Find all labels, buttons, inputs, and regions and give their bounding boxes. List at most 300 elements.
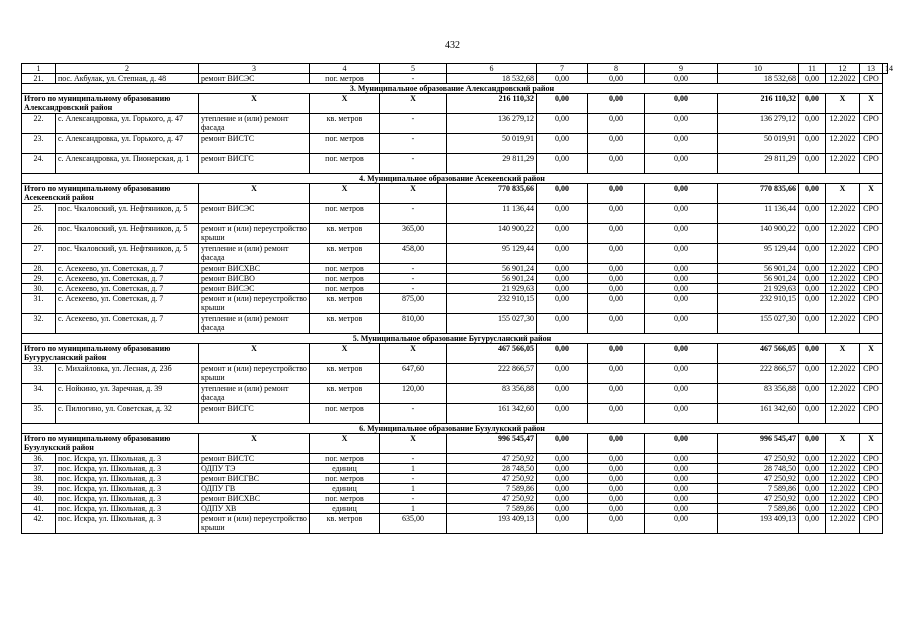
table-cell: 0,00 bbox=[588, 244, 645, 264]
table-cell: 0,00 bbox=[588, 114, 645, 134]
subtotal-cell: X bbox=[310, 184, 380, 204]
table-cell: ремонт ВИСТС bbox=[199, 454, 310, 464]
table-cell: пос. Искра, ул. Школьная, д. 3 bbox=[56, 504, 199, 514]
table-cell: 12.2022 bbox=[826, 404, 860, 424]
table-cell: ОДПУ ХВ bbox=[199, 504, 310, 514]
table-cell: 0,00 bbox=[645, 454, 718, 464]
table-cell: 35. bbox=[22, 404, 56, 424]
table-cell: 47 250,92 bbox=[718, 474, 799, 484]
section-title: 5. Муниципальное образование Бугурусланский район bbox=[22, 334, 883, 344]
table-cell: 12.2022 bbox=[826, 464, 860, 474]
table-cell: 12.2022 bbox=[826, 504, 860, 514]
table-cell: пог. метров bbox=[310, 204, 380, 224]
table-cell: 0,00 bbox=[588, 514, 645, 534]
table-cell: 0,00 bbox=[645, 474, 718, 484]
table-cell: СРО bbox=[860, 204, 883, 224]
table-cell: 0,00 bbox=[588, 74, 645, 84]
table-cell: утепление и (или) ремонт фасада bbox=[199, 244, 310, 264]
subtotal-cell: 0,00 bbox=[645, 434, 718, 454]
table-cell: 232 910,15 bbox=[447, 294, 537, 314]
table-cell: кв. метров bbox=[310, 364, 380, 384]
table-cell: 12.2022 bbox=[826, 204, 860, 224]
table-cell: утепление и (или) ремонт фасада bbox=[199, 384, 310, 404]
header-col-5: 5 bbox=[380, 64, 447, 74]
table-row bbox=[22, 264, 888, 274]
table-cell: 29 811,29 bbox=[718, 154, 799, 174]
table-cell: 95 129,44 bbox=[718, 244, 799, 264]
subtotal-cell: 0,00 bbox=[799, 94, 826, 114]
table-cell: - bbox=[380, 204, 447, 224]
table-cell: СРО bbox=[860, 154, 883, 174]
table-cell: 0,00 bbox=[537, 134, 588, 154]
header-col-2: 2 bbox=[56, 64, 199, 74]
table-cell: СРО bbox=[860, 404, 883, 424]
subtotal-cell: 0,00 bbox=[537, 94, 588, 114]
table-cell: с. Асекеево, ул. Советская, д. 7 bbox=[56, 284, 199, 294]
subtotal-cell: X bbox=[826, 94, 860, 114]
subtotal-cell: 0,00 bbox=[537, 344, 588, 364]
table-cell: единиц bbox=[310, 464, 380, 474]
table-cell: 0,00 bbox=[799, 74, 826, 84]
table-cell: 1 bbox=[380, 464, 447, 474]
table-cell: 0,00 bbox=[799, 464, 826, 474]
header-col-7: 7 bbox=[537, 64, 588, 74]
section-heading-row bbox=[22, 334, 888, 344]
table-row bbox=[22, 284, 888, 294]
subtotal-row bbox=[22, 434, 888, 454]
subtotal-cell: 0,00 bbox=[588, 434, 645, 454]
table-cell: 12.2022 bbox=[826, 244, 860, 264]
table-cell: 0,00 bbox=[799, 134, 826, 154]
table-cell: 11 136,44 bbox=[718, 204, 799, 224]
table-cell: кв. метров bbox=[310, 314, 380, 334]
subtotal-cell: 216 110,32 bbox=[718, 94, 799, 114]
subtotal-cell: 770 835,66 bbox=[718, 184, 799, 204]
header-col-1: 1 bbox=[22, 64, 56, 74]
table-cell: 33. bbox=[22, 364, 56, 384]
table-cell: пог. метров bbox=[310, 274, 380, 284]
table-cell: пос. Искра, ул. Школьная, д. 3 bbox=[56, 494, 199, 504]
table-cell: 12.2022 bbox=[826, 284, 860, 294]
table-cell: 32. bbox=[22, 314, 56, 334]
table-cell: 27. bbox=[22, 244, 56, 264]
table-cell: с. Асекеево, ул. Советская, д. 7 bbox=[56, 314, 199, 334]
table-row bbox=[22, 274, 888, 284]
header-col-6: 6 bbox=[447, 64, 537, 74]
table-cell: СРО bbox=[860, 514, 883, 534]
table-cell: ремонт ВИСЭС bbox=[199, 284, 310, 294]
header-col-13: 13 bbox=[860, 64, 883, 74]
section-title: 3. Муниципальное образование Александровский район bbox=[22, 84, 883, 94]
table-row bbox=[22, 224, 888, 244]
table-cell: кв. метров bbox=[310, 384, 380, 404]
subtotal-cell: 0,00 bbox=[588, 344, 645, 364]
table-cell: - bbox=[380, 404, 447, 424]
table-cell: 0,00 bbox=[588, 384, 645, 404]
table-row bbox=[22, 404, 888, 424]
table-row bbox=[22, 474, 888, 484]
table-cell: 12.2022 bbox=[826, 514, 860, 534]
table-cell: СРО bbox=[860, 464, 883, 474]
table-cell: ремонт и (или) переустройство крыши bbox=[199, 224, 310, 244]
table-cell: с. Асекеево, ул. Советская, д. 7 bbox=[56, 294, 199, 314]
table-cell: 0,00 bbox=[588, 294, 645, 314]
table-cell: единиц bbox=[310, 484, 380, 494]
table-cell: 0,00 bbox=[588, 494, 645, 504]
table-cell: 0,00 bbox=[537, 114, 588, 134]
table-cell: 0,00 bbox=[799, 244, 826, 264]
table-cell: 21 929,63 bbox=[718, 284, 799, 294]
table-row bbox=[22, 154, 888, 174]
table-cell: 12.2022 bbox=[826, 114, 860, 134]
table-cell: 0,00 bbox=[588, 474, 645, 484]
table-cell: СРО bbox=[860, 454, 883, 464]
table-cell: 0,00 bbox=[645, 514, 718, 534]
table-cell: 12.2022 bbox=[826, 134, 860, 154]
table-cell: пог. метров bbox=[310, 74, 380, 84]
budget-table bbox=[21, 63, 893, 534]
table-cell: ремонт ВИСЭС bbox=[199, 74, 310, 84]
table-cell: 0,00 bbox=[799, 274, 826, 284]
table-cell: 12.2022 bbox=[826, 314, 860, 334]
table-cell: 0,00 bbox=[645, 274, 718, 284]
subtotal-cell: X bbox=[860, 434, 883, 454]
subtotal-cell: 0,00 bbox=[645, 344, 718, 364]
table-cell: пог. метров bbox=[310, 264, 380, 274]
table-cell: ремонт ВИСГВС bbox=[199, 474, 310, 484]
table-cell: 7 589,86 bbox=[447, 504, 537, 514]
table-cell: 155 027,30 bbox=[447, 314, 537, 334]
table-cell: 0,00 bbox=[537, 364, 588, 384]
table-cell: 25. bbox=[22, 204, 56, 224]
table-cell: 0,00 bbox=[799, 504, 826, 514]
section-title: 6. Муниципальное образование Бузулукский район bbox=[22, 424, 883, 434]
table-cell: 635,00 bbox=[380, 514, 447, 534]
table-cell: 0,00 bbox=[645, 114, 718, 134]
table-cell: 0,00 bbox=[645, 284, 718, 294]
table-cell: 1 bbox=[380, 504, 447, 514]
table-cell: 0,00 bbox=[537, 494, 588, 504]
table-cell: 0,00 bbox=[645, 264, 718, 274]
table-cell: 0,00 bbox=[799, 294, 826, 314]
table-cell: ОДПУ ГВ bbox=[199, 484, 310, 494]
subtotal-cell: 0,00 bbox=[588, 94, 645, 114]
table-cell: 0,00 bbox=[799, 284, 826, 294]
table-cell: 0,00 bbox=[588, 134, 645, 154]
subtotal-cell: X bbox=[380, 434, 447, 454]
table-cell: 222 866,57 bbox=[718, 364, 799, 384]
subtotal-cell: X bbox=[310, 344, 380, 364]
table-cell: пог. метров bbox=[310, 404, 380, 424]
table-row bbox=[22, 504, 888, 514]
section-heading-row bbox=[22, 424, 888, 434]
table-row bbox=[22, 464, 888, 474]
header-col-4: 4 bbox=[310, 64, 380, 74]
table-cell: СРО bbox=[860, 284, 883, 294]
table-cell: 47 250,92 bbox=[447, 454, 537, 464]
table-cell: 140 900,22 bbox=[718, 224, 799, 244]
table-cell: ремонт и (или) переустройство крыши bbox=[199, 294, 310, 314]
table-row bbox=[22, 454, 888, 464]
subtotal-row bbox=[22, 344, 888, 364]
subtotal-cell: 467 566,05 bbox=[718, 344, 799, 364]
table-cell: ремонт ВИСХВС bbox=[199, 264, 310, 274]
table-cell: 29 811,29 bbox=[447, 154, 537, 174]
header-col-14: 14 bbox=[883, 64, 888, 74]
table-cell: 0,00 bbox=[799, 384, 826, 404]
table-cell: 0,00 bbox=[645, 294, 718, 314]
table-cell: - bbox=[380, 114, 447, 134]
table-cell: СРО bbox=[860, 114, 883, 134]
table-cell: ремонт ВИСВО bbox=[199, 274, 310, 284]
table-cell: 232 910,15 bbox=[718, 294, 799, 314]
table-cell: 0,00 bbox=[799, 494, 826, 504]
table-cell: СРО bbox=[860, 244, 883, 264]
table-cell: 28 748,50 bbox=[718, 464, 799, 474]
table-cell: - bbox=[380, 264, 447, 274]
table-cell: - bbox=[380, 474, 447, 484]
table-cell: 0,00 bbox=[645, 314, 718, 334]
table-cell: 47 250,92 bbox=[718, 454, 799, 464]
header-col-9: 9 bbox=[645, 64, 718, 74]
table-cell: 12.2022 bbox=[826, 484, 860, 494]
table-cell: пог. метров bbox=[310, 134, 380, 154]
subtotal-cell: 770 835,66 bbox=[447, 184, 537, 204]
page-number: 432 bbox=[445, 40, 460, 51]
subtotal-cell: 0,00 bbox=[537, 434, 588, 454]
table-cell: 12.2022 bbox=[826, 74, 860, 84]
subtotal-cell: X bbox=[860, 184, 883, 204]
table-cell: 0,00 bbox=[588, 264, 645, 274]
table-cell: - bbox=[380, 74, 447, 84]
table-cell: 0,00 bbox=[799, 314, 826, 334]
subtotal-label: Итого по муниципальному образованию Бузулукский район bbox=[22, 434, 199, 454]
table-cell: ремонт ВИСГС bbox=[199, 154, 310, 174]
header-col-12: 12 bbox=[826, 64, 860, 74]
table-cell: СРО bbox=[860, 494, 883, 504]
subtotal-cell: 0,00 bbox=[799, 344, 826, 364]
table-cell: пос. Чкаловский, ул. Нефтяников, д. 5 bbox=[56, 244, 199, 264]
table-cell: 0,00 bbox=[537, 274, 588, 284]
table-cell: 0,00 bbox=[799, 484, 826, 494]
table-cell: СРО bbox=[860, 364, 883, 384]
table-cell: ремонт ВИСГС bbox=[199, 404, 310, 424]
table-cell: 140 900,22 bbox=[447, 224, 537, 244]
table-cell: 12.2022 bbox=[826, 154, 860, 174]
table-cell: 28. bbox=[22, 264, 56, 274]
table-cell: СРО bbox=[860, 274, 883, 284]
table-cell: СРО bbox=[860, 384, 883, 404]
table-cell: 18 532,68 bbox=[718, 74, 799, 84]
table-cell: 7 589,86 bbox=[718, 504, 799, 514]
header-col-8: 8 bbox=[588, 64, 645, 74]
subtotal-row bbox=[22, 94, 888, 114]
table-cell: - bbox=[380, 454, 447, 464]
table-cell: с. Александровка, ул. Горького, д. 47 bbox=[56, 114, 199, 134]
subtotal-cell: 0,00 bbox=[799, 184, 826, 204]
table-cell: СРО bbox=[860, 504, 883, 514]
table-cell: 26. bbox=[22, 224, 56, 244]
table-cell: 0,00 bbox=[799, 404, 826, 424]
table-row bbox=[22, 514, 888, 534]
table-cell: 193 409,13 bbox=[447, 514, 537, 534]
table-cell: 36. bbox=[22, 454, 56, 464]
table-cell: 50 019,91 bbox=[447, 134, 537, 154]
table-cell: 0,00 bbox=[588, 274, 645, 284]
table-cell: 0,00 bbox=[799, 224, 826, 244]
section-title: 4. Муниципальное образование Асекеевский район bbox=[22, 174, 883, 184]
header-col-11: 11 bbox=[799, 64, 826, 74]
table-cell: 24. bbox=[22, 154, 56, 174]
table-cell: 22. bbox=[22, 114, 56, 134]
table-cell: 0,00 bbox=[588, 224, 645, 244]
table-cell: пос. Искра, ул. Школьная, д. 3 bbox=[56, 474, 199, 484]
table-cell: 0,00 bbox=[645, 154, 718, 174]
subtotal-cell: 996 545,47 bbox=[447, 434, 537, 454]
table-cell: 0,00 bbox=[799, 454, 826, 464]
table-cell: 0,00 bbox=[799, 114, 826, 134]
subtotal-cell: X bbox=[310, 434, 380, 454]
table-cell: 0,00 bbox=[537, 484, 588, 494]
table-cell: 155 027,30 bbox=[718, 314, 799, 334]
subtotal-cell: X bbox=[826, 344, 860, 364]
subtotal-cell: X bbox=[310, 94, 380, 114]
table-cell: 193 409,13 bbox=[718, 514, 799, 534]
header-col-3: 3 bbox=[199, 64, 310, 74]
table-cell: 0,00 bbox=[537, 244, 588, 264]
table-cell: 12.2022 bbox=[826, 294, 860, 314]
table-cell: 0,00 bbox=[645, 134, 718, 154]
subtotal-cell: 0,00 bbox=[537, 184, 588, 204]
table-cell: 0,00 bbox=[537, 464, 588, 474]
table-cell: пос. Искра, ул. Школьная, д. 3 bbox=[56, 484, 199, 494]
table-cell: 95 129,44 bbox=[447, 244, 537, 264]
table-cell: пог. метров bbox=[310, 454, 380, 464]
table-row bbox=[22, 204, 888, 224]
table-cell: 0,00 bbox=[645, 384, 718, 404]
table-cell: 0,00 bbox=[588, 484, 645, 494]
table-cell: 83 356,88 bbox=[718, 384, 799, 404]
subtotal-cell: X bbox=[199, 94, 310, 114]
table-cell: 56 901,24 bbox=[718, 274, 799, 284]
table-cell: 0,00 bbox=[588, 154, 645, 174]
table-cell: 0,00 bbox=[799, 204, 826, 224]
table-cell: 31. bbox=[22, 294, 56, 314]
table-cell: 12.2022 bbox=[826, 384, 860, 404]
table-cell: СРО bbox=[860, 484, 883, 494]
table-cell: СРО bbox=[860, 224, 883, 244]
table-cell: 12.2022 bbox=[826, 274, 860, 284]
table-cell: ремонт ВИСЭС bbox=[199, 204, 310, 224]
table-cell: 1 bbox=[380, 484, 447, 494]
subtotal-label: Итого по муниципальному образованию Александровский район bbox=[22, 94, 199, 114]
table-cell: пос. Акбулак, ул. Степная, д. 48 bbox=[56, 74, 199, 84]
table-cell: 0,00 bbox=[645, 74, 718, 84]
table-cell: 0,00 bbox=[645, 364, 718, 384]
table-cell: 365,00 bbox=[380, 224, 447, 244]
table-cell: 42. bbox=[22, 514, 56, 534]
table-cell: - bbox=[380, 494, 447, 504]
table-cell: - bbox=[380, 274, 447, 284]
table-row bbox=[22, 364, 888, 384]
table-row bbox=[22, 134, 888, 154]
subtotal-cell: 467 566,05 bbox=[447, 344, 537, 364]
table-cell: кв. метров bbox=[310, 514, 380, 534]
table-cell: 0,00 bbox=[537, 314, 588, 334]
table-cell: 0,00 bbox=[588, 504, 645, 514]
table-row bbox=[22, 314, 888, 334]
table-cell: 161 342,60 bbox=[447, 404, 537, 424]
table-cell: 12.2022 bbox=[826, 474, 860, 484]
subtotal-cell: 996 545,47 bbox=[718, 434, 799, 454]
table-cell: кв. метров bbox=[310, 224, 380, 244]
table-cell: 0,00 bbox=[645, 504, 718, 514]
table-cell: пос. Чкаловский, ул. Нефтяников, д. 5 bbox=[56, 224, 199, 244]
table-cell: 12.2022 bbox=[826, 364, 860, 384]
table-cell: 40. bbox=[22, 494, 56, 504]
table-cell: утепление и (или) ремонт фасада bbox=[199, 114, 310, 134]
table-cell: ремонт ВИСХВС bbox=[199, 494, 310, 504]
table-cell: 37. bbox=[22, 464, 56, 474]
table-row bbox=[22, 494, 888, 504]
subtotal-cell: X bbox=[380, 344, 447, 364]
subtotal-cell: 0,00 bbox=[645, 94, 718, 114]
table-cell: 30. bbox=[22, 284, 56, 294]
table-cell: СРО bbox=[860, 474, 883, 484]
subtotal-cell: X bbox=[380, 184, 447, 204]
section-heading-row bbox=[22, 84, 888, 94]
subtotal-cell: 0,00 bbox=[645, 184, 718, 204]
table-cell: пос. Искра, ул. Школьная, д. 3 bbox=[56, 464, 199, 474]
table-cell: СРО bbox=[860, 134, 883, 154]
table-cell: 0,00 bbox=[799, 364, 826, 384]
table-cell: пог. метров bbox=[310, 494, 380, 504]
table-cell: 458,00 bbox=[380, 244, 447, 264]
table-cell: 0,00 bbox=[537, 504, 588, 514]
table-cell: с. Асекеево, ул. Советская, д. 7 bbox=[56, 264, 199, 274]
table-cell: 47 250,92 bbox=[447, 474, 537, 484]
table-cell: 0,00 bbox=[645, 464, 718, 474]
table-cell: 0,00 bbox=[537, 384, 588, 404]
table-cell: пог. метров bbox=[310, 474, 380, 484]
subtotal-cell: 216 110,32 bbox=[447, 94, 537, 114]
table-cell: 28 748,50 bbox=[447, 464, 537, 474]
table-cell: ремонт ВИСТС bbox=[199, 134, 310, 154]
table-cell: 0,00 bbox=[537, 454, 588, 464]
table-cell: 18 532,68 bbox=[447, 74, 537, 84]
table-cell: 875,00 bbox=[380, 294, 447, 314]
table-cell: 21. bbox=[22, 74, 56, 84]
table-row bbox=[22, 294, 888, 314]
table-cell: 38. bbox=[22, 474, 56, 484]
table-cell: 12.2022 bbox=[826, 264, 860, 274]
table-cell: 47 250,92 bbox=[447, 494, 537, 504]
table-cell: 0,00 bbox=[645, 244, 718, 264]
table-cell: 56 901,24 bbox=[447, 264, 537, 274]
table-cell: СРО bbox=[860, 314, 883, 334]
table-cell: 34. bbox=[22, 384, 56, 404]
table-cell: пог. метров bbox=[310, 154, 380, 174]
subtotal-cell: X bbox=[826, 434, 860, 454]
table-cell: утепление и (или) ремонт фасада bbox=[199, 314, 310, 334]
table-cell: 222 866,57 bbox=[447, 364, 537, 384]
table-cell: 83 356,88 bbox=[447, 384, 537, 404]
subtotal-cell: 0,00 bbox=[799, 434, 826, 454]
subtotal-label: Итого по муниципальному образованию Асекеевский район bbox=[22, 184, 199, 204]
table-cell: с. Асекеево, ул. Советская, д. 7 bbox=[56, 274, 199, 284]
subtotal-cell: X bbox=[826, 184, 860, 204]
table-cell: единиц bbox=[310, 504, 380, 514]
